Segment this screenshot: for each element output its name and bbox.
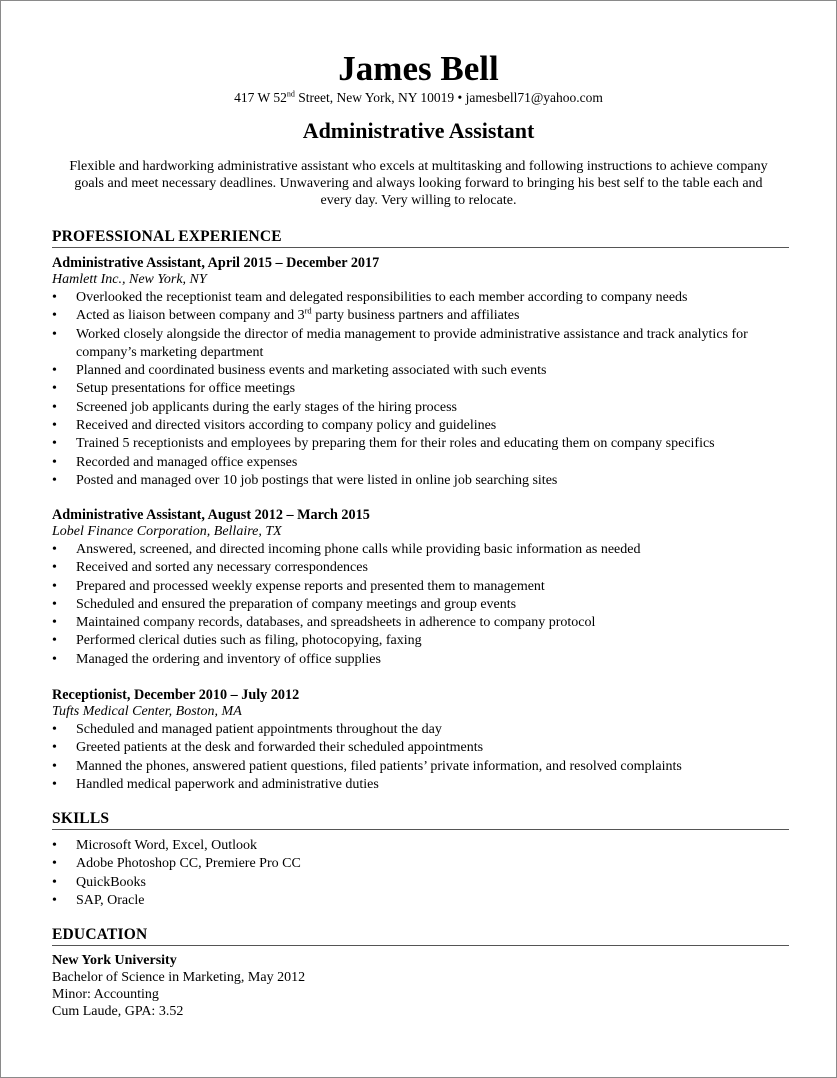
- job-bullet-list: [52, 721, 789, 794]
- candidate-name: James Bell: [338, 49, 499, 88]
- contact-separator: •: [454, 90, 466, 105]
- education-degree: Bachelor of Science in Marketing, May 2012: [52, 970, 306, 985]
- job-entry: [52, 254, 789, 490]
- contact-line: [1, 89, 836, 106]
- job-bullet: • Worked closely alongside the director of media management to provide administrative assistance and track analytics for company’s marketing department: [52, 326, 789, 363]
- job-bullet: • Scheduled and managed patient appointments throughout the day: [52, 721, 789, 739]
- bullet-text: Acted as liaison between company and 3: [76, 308, 305, 324]
- address-rest: Street, New York, NY 10019: [294, 90, 455, 105]
- summary-paragraph: Flexible and hardworking administrative assistant who excels at multitasking and following instructions to achieve company goals and meet necessary deadlines. Unwavering and always looking forward to bringing his best self to the table each and every day. Very willing to relocate.: [69, 159, 768, 208]
- skill-item: • Microsoft Word, Excel, Outlook: [52, 837, 789, 855]
- job-bullet: • Managed the ordering and inventory of office supplies: [52, 651, 789, 669]
- address-number: 417 W 52: [234, 90, 287, 105]
- job-bullet: • Planned and coordinated business events and marketing associated with such events: [52, 362, 789, 380]
- job-bullet: • Trained 5 receptionists and employees by preparing them for their roles and educating them on company specifics: [52, 435, 789, 453]
- job-company: Tufts Medical Center, Boston, MA: [52, 704, 242, 719]
- skill-item: • Adobe Photoshop CC, Premiere Pro CC: [52, 855, 789, 873]
- education-heading: EDUCATION: [52, 926, 789, 946]
- ordinal-suffix: rd: [304, 305, 312, 316]
- email-address: jamesbell71@yahoo.com: [465, 90, 603, 105]
- job-bullet: • Manned the phones, answered patient questions, filed patients’ private information, and resolved complaints: [52, 758, 789, 776]
- job-bullet: • Prepared and processed weekly expense reports and presented them to management: [52, 578, 789, 596]
- skills-block: [52, 836, 789, 910]
- address-suffix: nd: [286, 89, 295, 99]
- bullet-text: party business partners and affiliates: [311, 308, 520, 324]
- experience-heading: PROFESSIONAL EXPERIENCE: [52, 228, 789, 248]
- skill-item: • SAP, Oracle: [52, 892, 789, 910]
- education-school: New York University: [52, 953, 177, 968]
- skills-heading: SKILLS: [52, 810, 789, 830]
- job-bullet: • Handled medical paperwork and administrative duties: [52, 776, 789, 794]
- job-bullet: • Received and sorted any necessary correspondences: [52, 559, 789, 577]
- job-bullet: • Scheduled and ensured the preparation of company meetings and group events: [52, 596, 789, 614]
- skill-item: • QuickBooks: [52, 874, 789, 892]
- job-role: Administrative Assistant, August 2012 – March 2015: [52, 507, 370, 523]
- job-bullet: • Answered, screened, and directed incoming phone calls while providing basic information as needed: [52, 541, 789, 559]
- job-entry: [52, 686, 789, 794]
- job-bullet: • Maintained company records, databases, and spreadsheets in adherence to company protocol: [52, 614, 789, 632]
- job-bullet: • Posted and managed over 10 job postings that were listed in online job searching sites: [52, 472, 789, 490]
- job-bullet: • Screened job applicants during the early stages of the hiring process: [52, 399, 789, 417]
- job-bullet: • Greeted patients at the desk and forwarded their scheduled appointments: [52, 739, 789, 757]
- education-block: [52, 952, 789, 1020]
- job-bullet-list: [52, 541, 789, 669]
- job-bullet: • Performed clerical duties such as filing, photocopying, faxing: [52, 632, 789, 650]
- job-bullet: • Recorded and managed office expenses: [52, 454, 789, 472]
- job-company: Lobel Finance Corporation, Bellaire, TX: [52, 524, 282, 539]
- job-entry: [52, 506, 789, 669]
- job-role: Receptionist, December 2010 – July 2012: [52, 687, 300, 703]
- target-job-title: Administrative Assistant: [302, 118, 535, 143]
- skills-list: [52, 837, 789, 910]
- job-company: Hamlett Inc., New York, NY: [52, 272, 207, 287]
- education-minor: Minor: Accounting: [52, 987, 159, 1002]
- education-honors: Cum Laude, GPA: 3.52: [52, 1004, 184, 1019]
- job-bullet: • Setup presentations for office meetings: [52, 380, 789, 398]
- job-bullet: • Overlooked the receptionist team and delegated responsibilities to each member according to company needs: [52, 289, 789, 307]
- job-bullet: • Received and directed visitors according to company policy and guidelines: [52, 417, 789, 435]
- job-bullet: [52, 307, 789, 325]
- job-role: Administrative Assistant, April 2015 – December 2017: [52, 255, 380, 271]
- job-bullet-list: [52, 289, 789, 490]
